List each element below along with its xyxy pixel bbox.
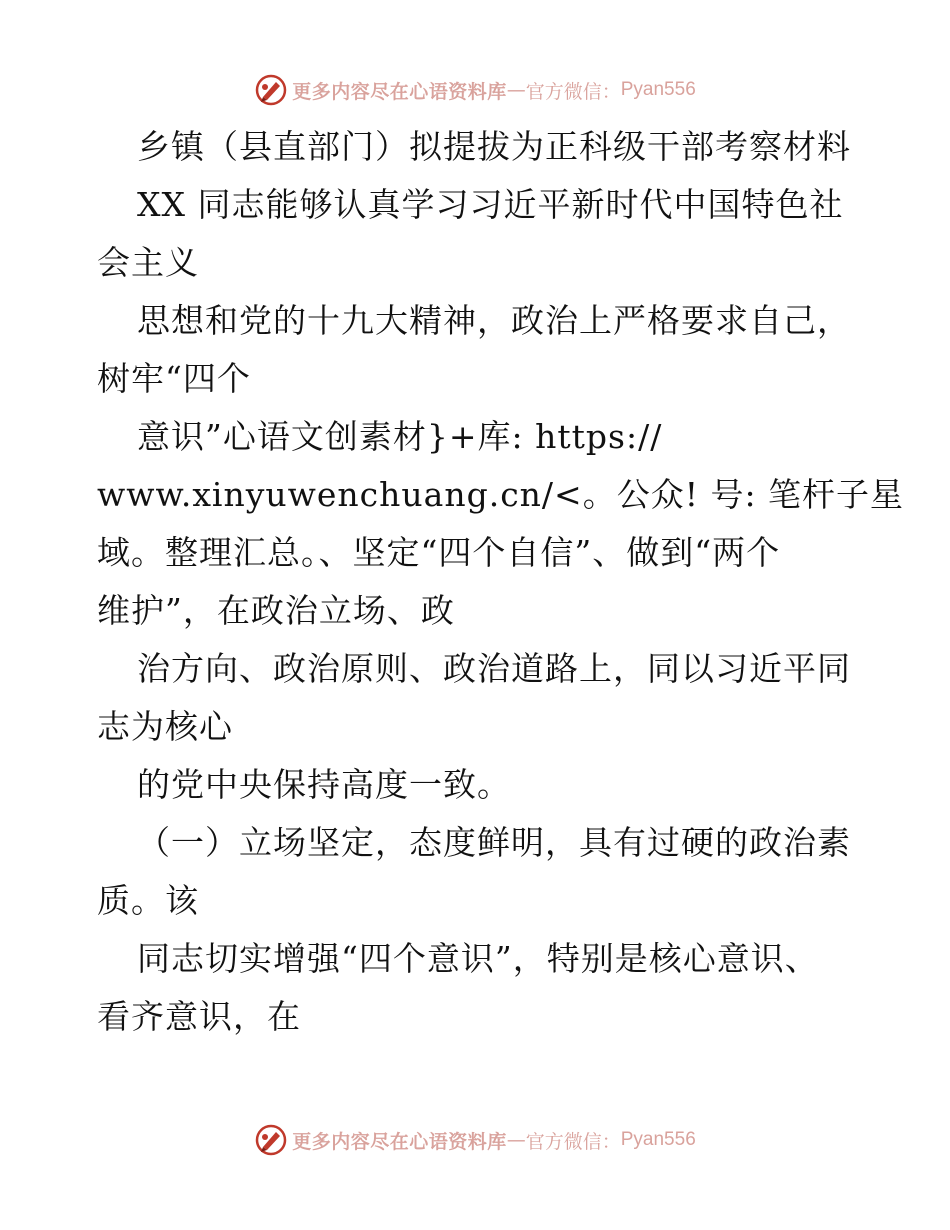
banner-dash: — <box>506 1129 526 1151</box>
footer-banner <box>0 1120 950 1160</box>
text-line: 治方向、政治原则、政治道路上，同以习近平同 <box>137 649 851 688</box>
text-line: 质。该 <box>97 881 199 920</box>
banner-title: 更多内容尽在心语资料库 <box>292 80 507 103</box>
text-line: XX 同志能够认真学习习近平新时代中国特色社 <box>137 185 844 224</box>
text-line: 域。整理汇总。、坚定“四个自信”、做到“两个 <box>97 533 781 572</box>
text-line: （一）立场坚定，态度鲜明，具有过硬的政治素 <box>137 823 851 862</box>
text-line: 思想和党的十九大精神，政治上严格要求自己， <box>137 301 851 340</box>
document-title: 乡镇（县直部门）拟提拔为正科级干部考察材料 <box>137 127 851 166</box>
banner-title: 更多内容尽在心语资料库 <box>292 1130 507 1153</box>
banner-wechat-label: 官方微信： <box>525 1130 621 1153</box>
banner-wechat-label: 官方微信： <box>525 80 621 103</box>
logo-icon <box>254 73 288 107</box>
logo-icon <box>254 1123 288 1157</box>
text-line: 会主义 <box>97 243 199 282</box>
text-line: 志为核心 <box>97 707 233 746</box>
header-banner <box>0 70 950 110</box>
text-line: 意识”心语文创素材}+库: https:// <box>137 417 663 456</box>
text-line: 维护”，在政治立场、政 <box>97 591 455 630</box>
text-line: 的党中央保持高度一致。 <box>137 765 511 804</box>
banner-wechat-handle: Pyan556 <box>620 79 696 100</box>
banner-dash: — <box>506 79 526 101</box>
document-body <box>97 118 905 1046</box>
text-line: www.xinyuwenchuang.cn/<。公众! 号: 笔杆子星 <box>97 475 905 514</box>
text-line: 树牢“四个 <box>97 359 251 398</box>
banner-wechat-handle: Pyan556 <box>620 1129 696 1150</box>
text-line: 同志切实增强“四个意识”，特别是核心意识、 <box>137 939 819 978</box>
text-line: 看齐意识，在 <box>97 997 301 1036</box>
